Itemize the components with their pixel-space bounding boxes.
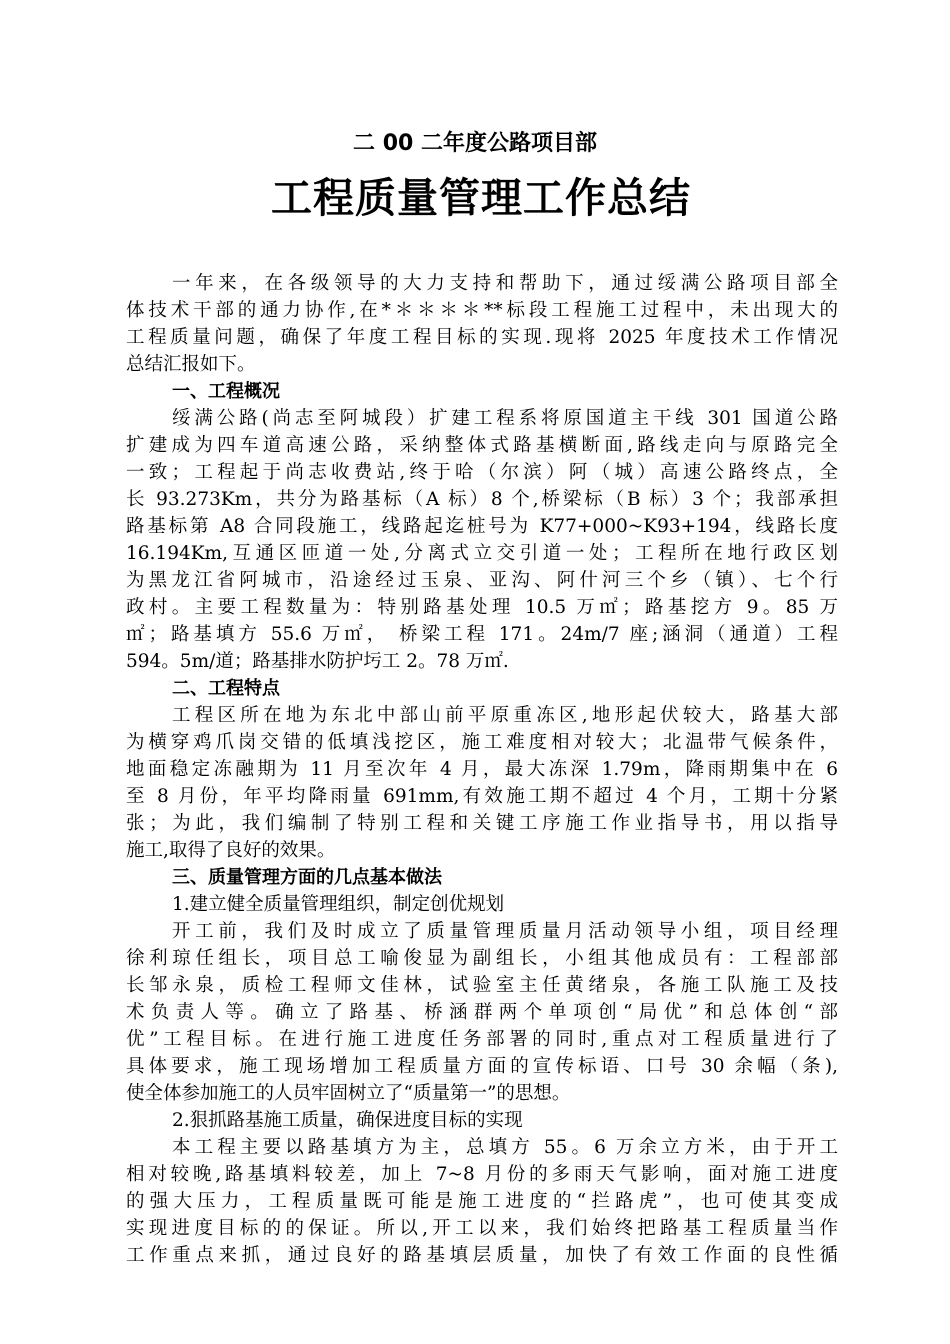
text-line: 地面稳定冻融期为 11 月至次年 4 月，最大冻深 1.79m，降雨期集中在 6 <box>126 759 838 780</box>
subsection-heading-organization: 1.建立健全质量管理组织，制定创优规划 <box>172 894 505 915</box>
text-line: 一年来，在各级领导的大力支持和帮助下，通过绥满公路项目部全 <box>172 273 838 294</box>
text-line: 实现进度目标的的保证。所以,开工以来，我们始终把路基工程质量当作 <box>126 1218 838 1239</box>
text-line: 具体要求，施工现场增加工程质量方面的宣传标语、口号 30 余幅（条), <box>126 1056 838 1077</box>
text-line: 开工前，我们及时成立了质量管理质量月活动领导小组，项目经理 <box>172 921 838 942</box>
text-line: 绥满公路(尚志至阿城段）扩建工程系将原国道主干线 301 国道公路 <box>172 408 838 429</box>
text-line: 工作重点来抓，通过良好的路基填层质量，加快了有效工作面的良性循 <box>126 1245 838 1266</box>
text-line: 张；为此，我们编制了特别工程和关键工序施工作业指导书，用以指导 <box>126 813 838 834</box>
text-line: 优”工程目标。在进行施工进度任务部署的同时,重点对工程质量进行了 <box>126 1029 838 1050</box>
text-line: 为横穿鸡爪岗交错的低填浅挖区，施工难度相对较大；北温带气候条件， <box>126 732 838 753</box>
text-line: 施工,取得了良好的效果。 <box>126 840 336 861</box>
text-line: 体技术干部的通力协作,在*＊＊＊＊**标段工程施工过程中，未出现大的 <box>126 300 838 321</box>
document-title: 工程质量管理工作总结 <box>271 174 691 222</box>
text-line: 总结汇报如下。 <box>126 354 256 375</box>
text-line: 使全体参加施工的人员牢固树立了“质量第一”的思想。 <box>126 1083 571 1104</box>
text-line: 的强大压力，工程质量既可能是施工进度的“拦路虎”，也可使其变成 <box>126 1191 838 1212</box>
text-line: 长邹永泉，质检工程师文佳林，试验室主任黄绪泉，各施工队施工及技 <box>126 975 838 996</box>
text-line: 长 93.273Km，共分为路基标（A 标）8 个,桥梁标（B 标）3 个；我部承担 <box>126 489 838 510</box>
text-line: 工程区所在地为东北中部山前平原重冻区,地形起伏较大，路基大部 <box>172 705 838 726</box>
text-line: 594。5m/道；路基排水防护圬工 2。78 万㎡. <box>126 651 509 672</box>
text-line: 扩建成为四车道高速公路，采纳整体式路基横断面,路线走向与原路完全 <box>126 435 838 456</box>
document-subtitle: 二 00 二年度公路项目部 <box>353 131 597 156</box>
text-line: 为黑龙江省阿城市，沿途经过玉泉、亚沟、阿什河三个乡（镇）、七个行 <box>126 570 838 591</box>
document-body <box>126 270 838 1269</box>
text-line: 徐利琼任组长，项目总工喻俊显为副组长，小组其他成员有：工程部部 <box>126 948 838 969</box>
section-heading-overview: 一、工程概况 <box>172 381 280 402</box>
subsection-heading-roadbed: 2.狠抓路基施工质量，确保进度目标的实现 <box>172 1110 523 1131</box>
text-line: 政村。主要工程数量为：特别路基处理 10.5 万㎡；路基挖方 9。85 万 <box>126 597 838 618</box>
text-line: 工程质量问题，确保了年度工程目标的实现.现将 2025 年度技术工作情况 <box>126 327 838 348</box>
text-line: 术负责人等。确立了路基、桥涵群两个单项创“局优”和总体创“部 <box>126 1002 838 1023</box>
text-line: 16.194Km,互通区匝道一处,分离式立交引道一处；工程所在地行政区划 <box>126 543 838 564</box>
section-heading-features: 二、工程特点 <box>172 678 280 699</box>
text-line: 路基标第 A8 合同段施工，线路起迄桩号为 K77+000~K93+194，线路长度 <box>126 516 838 537</box>
section-heading-quality-management: 三、质量管理方面的几点基本做法 <box>172 867 442 888</box>
text-line: ㎡；路基填方 55.6 万㎡， 桥梁工程 171。24m/7 座;涵洞（通道）工程 <box>126 624 838 645</box>
text-line: 本工程主要以路基填方为主，总填方 55。6 万余立方米，由于开工 <box>172 1137 838 1158</box>
text-line: 至 8 月份，年平均降雨量 691mm,有效施工期不超过 4 个月，工期十分紧 <box>126 786 838 807</box>
text-line: 相对较晚,路基填料较差，加上 7~8 月份的多雨天气影响，面对施工进度 <box>126 1164 838 1185</box>
text-line: 一致；工程起于尚志收费站,终于哈（尔滨）阿（城）高速公路终点，全 <box>126 462 838 483</box>
